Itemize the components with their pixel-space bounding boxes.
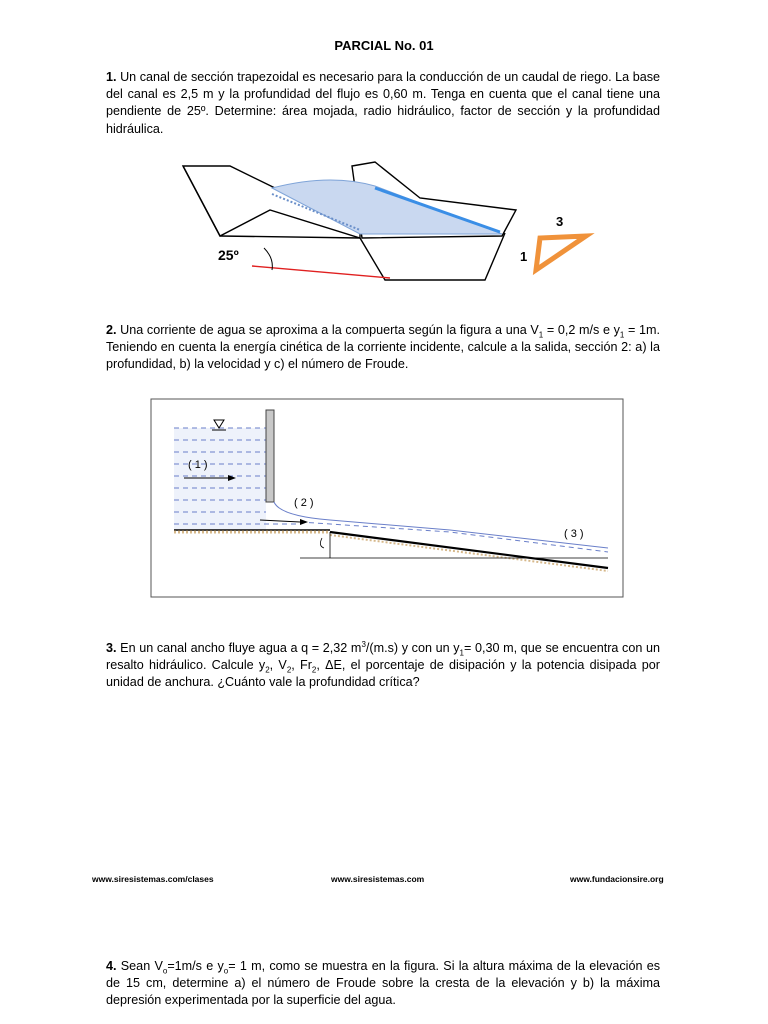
question-4-text-1: Sean V <box>120 959 163 973</box>
question-4-text-2: =1m/s e y <box>167 959 224 973</box>
question-3 <box>106 640 660 692</box>
question-3-sub3: 2 <box>286 665 292 675</box>
question-2-text-b: = 0,2 m/s e y <box>543 323 620 337</box>
question-1-text: Un canal de sección trapezoidal es necesario para la conducción de un caudal de riego. La base del canal es 2,5 m y la profundidad del flujo es 0,60 m. Tenga en cuenta que el canal tiene una pendiente de 25º. Determine: área mojada, radio hidráulico, factor de sección y la profundidad hidráulica. <box>106 70 661 136</box>
footer-link-clases[interactable]: www.siresistemas.com/clases <box>92 874 214 884</box>
footer-link-siresistemas[interactable]: www.siresistemas.com <box>331 874 425 884</box>
section-2-label: ( 2 ) <box>294 497 314 509</box>
figure-sluice-gate <box>150 398 624 598</box>
question-1-number: 1. <box>106 70 117 84</box>
question-2-sub1: 1 <box>538 330 544 340</box>
question-3-text-6: , ΔE, el porcentaje de disipación y la potencia disipada por unidad de anchura. ¿Cuánto vale la profundidad crítica? <box>106 658 660 690</box>
question-2-number: 2. <box>106 323 117 337</box>
question-2-text-a: Una corriente de agua se aproxima a la compuerta según la figura a una V <box>120 323 539 337</box>
question-4-text-3: = 1 m, como se muestra en la figura. Si la altura máxima de la elevación es de 15 cm, determine a) el número de Froude sobre la cresta de la elevación y b) la máxima depresión experimentada por la superficie del agua. <box>106 959 661 1008</box>
section-1-label: ( 1 ) <box>188 459 208 471</box>
question-4-sub1: o <box>162 966 168 976</box>
section-3-label: ( 3 ) <box>564 528 584 540</box>
page-title: PARCIAL No. 01 <box>334 38 434 53</box>
question-3-sub4: 2 <box>311 665 317 675</box>
question-3-number: 3. <box>106 641 117 655</box>
question-3-text-5: , Fr <box>291 658 312 673</box>
question-3-sup: 3 <box>361 639 366 649</box>
question-4-number: 4. <box>106 959 117 973</box>
question-2-sub2: 1 <box>619 330 625 340</box>
question-3-sub2: 2 <box>265 665 270 675</box>
question-4-sub2: o <box>223 966 229 976</box>
question-3-text-2: /(m.s) y con un y <box>365 641 460 655</box>
question-4 <box>106 958 660 1010</box>
angle-label: 25º <box>218 247 239 263</box>
question-2 <box>106 322 660 374</box>
question-3-text-3: = 0,30 m, que se encuentra con un resalto hidráulico. Calcule y <box>106 641 661 673</box>
figure-trapezoidal-channel <box>180 158 600 288</box>
question-2-text-c: = 1m. Teniendo en cuenta la energía cinética de la corriente incidente, calcule a la salida, sección 2: a) la profundidad, b) la velocidad y c) el número de Froude. <box>106 323 661 372</box>
question-3-sub1: 1 <box>459 648 464 658</box>
question-1 <box>106 69 660 138</box>
question-3-text-1: En un canal ancho fluye agua a q = 2,32 m <box>120 641 362 655</box>
footer-link-fundacionsire[interactable]: www.fundacionsire.org <box>570 874 664 884</box>
question-3-text-4: , V <box>269 658 287 673</box>
slope-rise-label: 1 <box>520 249 528 264</box>
slope-run-label: 3 <box>556 214 564 229</box>
